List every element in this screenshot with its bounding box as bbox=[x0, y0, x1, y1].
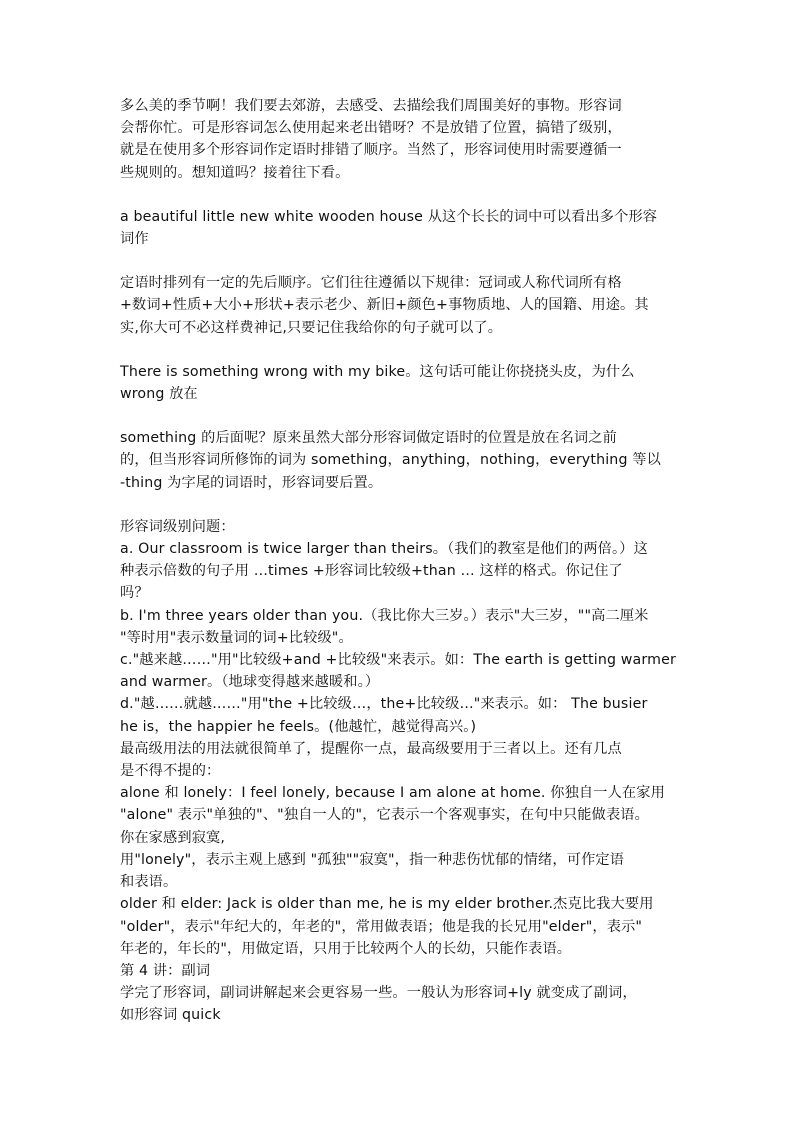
text-line: older 和 elder: Jack is older than me, he is my elder brother.杰克比我大要用 bbox=[120, 896, 654, 913]
text-line: he is，the happier he feels。(他越忙，越觉得高兴。) bbox=[120, 718, 477, 735]
text-line: 多么美的季节啊！我们要去郊游，去感受、去描绘我们周围美好的事物。形容词 bbox=[120, 98, 622, 114]
text-line: 定语时排列有一定的先后顺序。它们往往遵循以下规律：冠词或人称代词所有格 bbox=[120, 275, 622, 292]
text-line: 是不得不提的： bbox=[120, 763, 221, 780]
text-line: -thing 为字尾的词语时，形容词要后置。 bbox=[120, 474, 383, 491]
text-line: a. Our classroom is twice larger than theirs。（我们的教室是他们的两倍。）这 bbox=[120, 541, 648, 558]
text-line: 会帮你忙。可是形容词怎么使用起来老出错呀？不是放错了位置，搞错了级别， bbox=[120, 120, 622, 137]
paragraph-gap bbox=[120, 405, 680, 427]
text-line: 就是在使用多个形容词作定语时排错了顺序。当然了，形容词使用时需要遵循一 bbox=[120, 142, 622, 159]
text-line: 最高级用法的用法就很简单了，提醒你一点，最高级要用于三者以上。还有几点 bbox=[120, 740, 622, 757]
text-line: 和表语。 bbox=[120, 874, 178, 891]
paragraph-gap bbox=[120, 184, 680, 206]
section-heading: 形容词级别问题： bbox=[120, 518, 235, 535]
paragraph-gap bbox=[120, 494, 680, 516]
text-line: "等时用"表示数量词的词+比较级"。 bbox=[120, 629, 353, 646]
text-line: b. I'm three years older than you.（我比你大三岁。）表示"大三岁，""高二厘米 bbox=[120, 607, 649, 624]
text-line: 的，但当形容词所修饰的词为 something，anything，nothing，everything 等以 bbox=[120, 452, 661, 469]
text-line: "alone" 表示"单独的"、"独自一人的"，它表示一个客观事实，在句中只能做表语。 bbox=[120, 807, 649, 824]
text-line: alone 和 lonely：I feel lonely, because I am alone at home. 你独自一人在家用 bbox=[120, 785, 665, 802]
text-line: and warmer。（地球变得越来越暖和。） bbox=[120, 674, 380, 691]
text-line: c."越来越……"用"比较级+and +比较级"来表示。如：The earth is getting warmer bbox=[120, 652, 676, 669]
text-line: 种表示倍数的句子用 …times +形容词比较级+than … 这样的格式。你记住了 bbox=[120, 563, 623, 580]
text-line: 词作 bbox=[120, 231, 149, 248]
text-line: d."越……就越……"用"the +比较级…，the+比较级…"来表示。如： The busier bbox=[120, 696, 648, 713]
text-line: 吗？ bbox=[120, 585, 149, 602]
text-line: wrong 放在 bbox=[120, 386, 198, 403]
paragraph-gap bbox=[120, 339, 680, 361]
text-line: 如形容词 quick bbox=[120, 1007, 221, 1024]
document-body bbox=[120, 95, 680, 1027]
text-line: 用"lonely"，表示主观上感到 "孤独""寂寞"，指一种悲伤忧郁的情绪，可作定语 bbox=[120, 851, 625, 868]
text-line: 年老的，年长的"，用做定语，只用于比较两个人的长幼，只能作表语。 bbox=[120, 940, 572, 957]
paragraph-gap bbox=[120, 250, 680, 272]
text-line: something 的后面呢？原来虽然大部分形容词做定语时的位置是放在名词之前 bbox=[120, 430, 617, 447]
text-line: 实,你大可不必这样费神记,只要记住我给你的句子就可以了。 bbox=[120, 319, 503, 336]
text-line: 学完了形容词，副词讲解起来会更容易一些。一般认为形容词+ly 就变成了副词， bbox=[120, 985, 637, 1002]
text-line: a beautiful little new white wooden house 从这个长长的词中可以看出多个形容 bbox=[120, 208, 658, 225]
text-line: +数词+性质+大小+形状+表示老少、新旧+颜色+事物质地、人的国籍、用途。其 bbox=[120, 297, 649, 314]
text-line: There is something wrong with my bike。这句话可能让你挠挠头皮，为什么 bbox=[120, 363, 635, 380]
text-line: 些规则的。想知道吗？接着往下看。 bbox=[120, 164, 350, 181]
text-line: 你在家感到寂寞, bbox=[120, 829, 226, 846]
text-line: "older"，表示"年纪大的，年老的"，常用做表语；他是我的长兄用"elder"，表示" bbox=[120, 918, 643, 935]
section-heading: 第 4 讲：副词 bbox=[120, 962, 211, 979]
